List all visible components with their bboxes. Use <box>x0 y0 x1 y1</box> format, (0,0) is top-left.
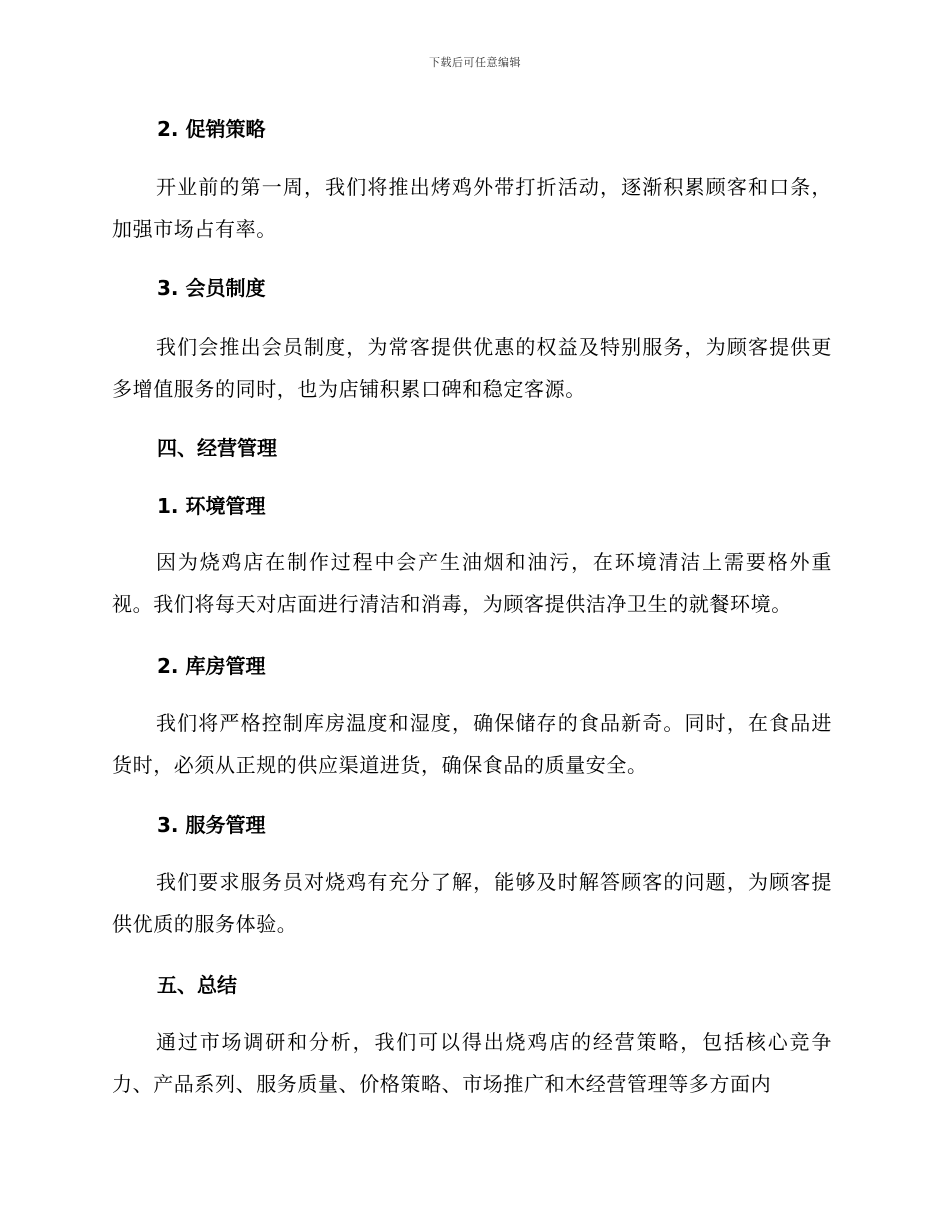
section-heading-environment: 1. 环境管理 <box>157 494 266 518</box>
paragraph-environment: 因为烧鸡店在制作过程中会产生油烟和油污，在环境清洁上需要格外重视。我们将每天对店面进行清洁和消毒，为顾客提供洁净卫生的就餐环境。 <box>112 550 832 616</box>
paragraph-summary: 通过市场调研和分析，我们可以得出烧鸡店的经营策略，包括核心竞争力、产品系列、服务质量、价格策略、市场推广和木经营管理等多方面内 <box>112 1030 832 1096</box>
paragraph-promotion: 开业前的第一周，我们将推出烤鸡外带打折活动，逐渐积累顾客和口条，加强市场占有率。 <box>112 175 832 241</box>
section-heading-operations: 四、经营管理 <box>157 436 277 460</box>
paragraph-service: 我们要求服务员对烧鸡有充分了解，能够及时解答顾客的问题，为顾客提供优质的服务体验。 <box>112 870 832 936</box>
paragraph-storage: 我们将严格控制库房温度和湿度，确保储存的食品新奇。同时，在食品进货时，必须从正规的供应渠道进货，确保食品的质量安全。 <box>112 711 832 777</box>
section-heading-service: 3. 服务管理 <box>157 813 266 837</box>
section-heading-promotion: 2. 促销策略 <box>157 117 266 141</box>
paragraph-membership: 我们会推出会员制度，为常客提供优惠的权益及特别服务，为顾客提供更多增值服务的同时，也为店铺积累口碑和稳定客源。 <box>112 335 832 401</box>
section-heading-summary: 五、总结 <box>157 973 237 997</box>
header-note: 下载后可任意编辑 <box>429 56 521 69</box>
section-heading-membership: 3. 会员制度 <box>157 276 266 300</box>
section-heading-storage: 2. 库房管理 <box>157 654 266 678</box>
